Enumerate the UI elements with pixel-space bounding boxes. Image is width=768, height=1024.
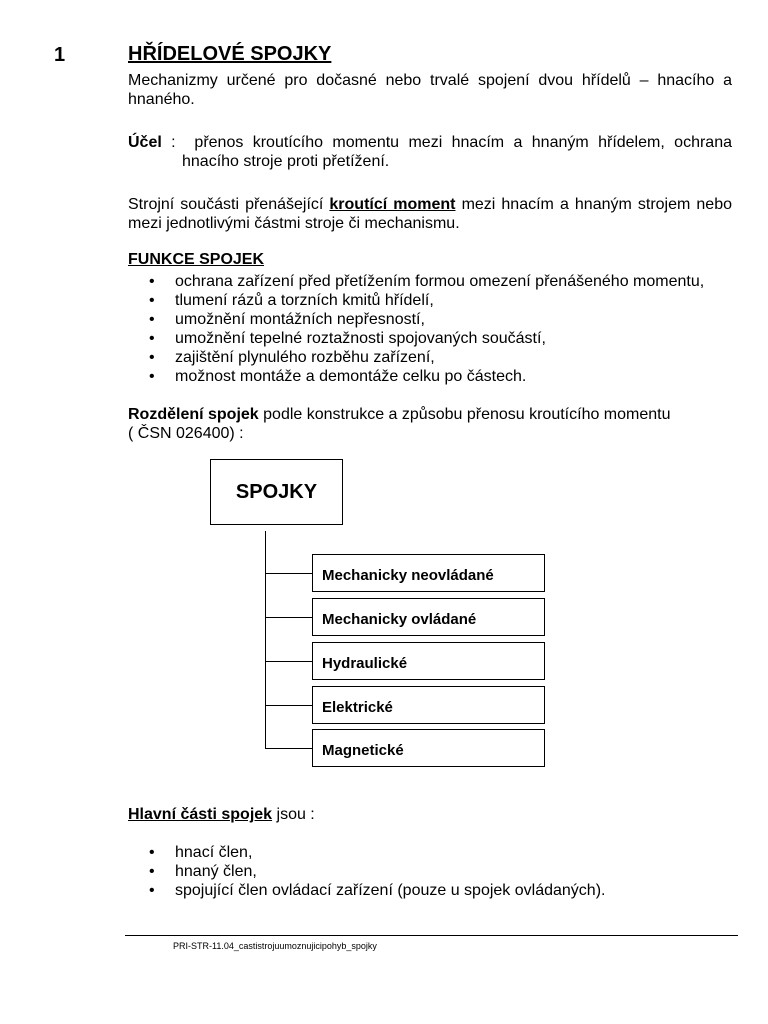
intro-paragraph: Mechanizmy určené pro dočasné nebo trvalé spojení dvou hřídelů – hnacího a hnaného. [128, 72, 732, 108]
diagram-child-label: Mechanicky neovládané [322, 567, 494, 584]
strojni-text-before: Strojní součásti přenášející [128, 196, 330, 213]
diagram-child-box [312, 686, 545, 724]
diagram-child-label: Hydraulické [322, 655, 408, 672]
chapter-number: 1 [54, 44, 66, 66]
rozdeleni-text: podle konstrukce a způsobu přenosu kroutícího momentu [258, 406, 671, 423]
rozdeleni-line-1 [128, 405, 748, 424]
hlavni-label: Hlavní části spojek [128, 806, 273, 823]
list-item: • tlumení rázů a torzních kmitů hřídelí, [128, 291, 748, 310]
funkce-list [128, 272, 748, 386]
list-item: • ochrana zařízení před přetížením formou omezení přenášeného momentu, [128, 272, 748, 291]
ucel-block [128, 133, 732, 171]
list-item: • možnost montáže a demontáže celku po částech. [128, 367, 748, 386]
diagram-child-label: Elektrické [322, 699, 393, 716]
diagram-child-box [312, 598, 545, 636]
hlavni-paragraph [128, 805, 315, 824]
list-item: • spojující člen ovládací zařízení (pouze u spojek ovládaných). [128, 881, 748, 900]
diagram-branch-line [265, 617, 312, 618]
footer-rule [125, 935, 738, 936]
diagram-root-label: SPOJKY [235, 481, 318, 503]
rozdeleni-label: Rozdělení spojek [128, 406, 259, 423]
rozdeleni-line-2: ( ČSN 026400) : [128, 425, 244, 442]
ucel-line-1 [128, 133, 732, 152]
list-item: • umožnění tepelné roztažnosti spojovaných součástí, [128, 329, 748, 348]
strojni-text-after: mezi hnacím a hnaným strojem nebo mezi jednotlivými částmi stroje či mechanismu. [128, 196, 733, 232]
diagram-trunk-line [265, 531, 266, 749]
ucel-text-1: přenos kroutícího momentu mezi hnacím a hnaným hřídelem, ochrana [194, 134, 732, 151]
diagram-child-label: Magnetické [322, 742, 404, 759]
diagram-child-box [312, 729, 545, 767]
diagram-child-box [312, 554, 545, 592]
list-item: • hnaný člen, [128, 862, 748, 881]
diagram-root-box [210, 459, 343, 525]
ucel-label: Účel [128, 134, 162, 151]
ucel-line-2: hnacího stroje proti přetížení. [182, 153, 390, 170]
diagram-branch-line [265, 661, 312, 662]
diagram-child-label: Mechanicky ovládané [322, 611, 477, 628]
diagram-branch-line [265, 748, 312, 749]
diagram-child-box [312, 642, 545, 680]
diagram-branch-line [265, 705, 312, 706]
funkce-heading: FUNKCE SPOJEK [128, 251, 265, 268]
chapter-title: HŘÍDELOVÉ SPOJKY [128, 43, 332, 65]
strojni-paragraph [128, 195, 732, 233]
list-item: • umožnění montážních nepřesností, [128, 310, 748, 329]
list-item: • zajištění plynulého rozběhu zařízení, [128, 348, 748, 367]
strojni-keyword: kroutící moment [329, 196, 456, 213]
footer-text: PRI-STR-11.04_castistrojuumoznujicipohyb_spojky [173, 941, 377, 951]
hlavni-list [128, 843, 748, 900]
hlavni-text: jsou : [272, 806, 315, 823]
ucel-separator: : [161, 134, 186, 151]
list-item: • hnací člen, [128, 843, 748, 862]
diagram-branch-line [265, 573, 312, 574]
rozdeleni-paragraph [128, 405, 748, 443]
